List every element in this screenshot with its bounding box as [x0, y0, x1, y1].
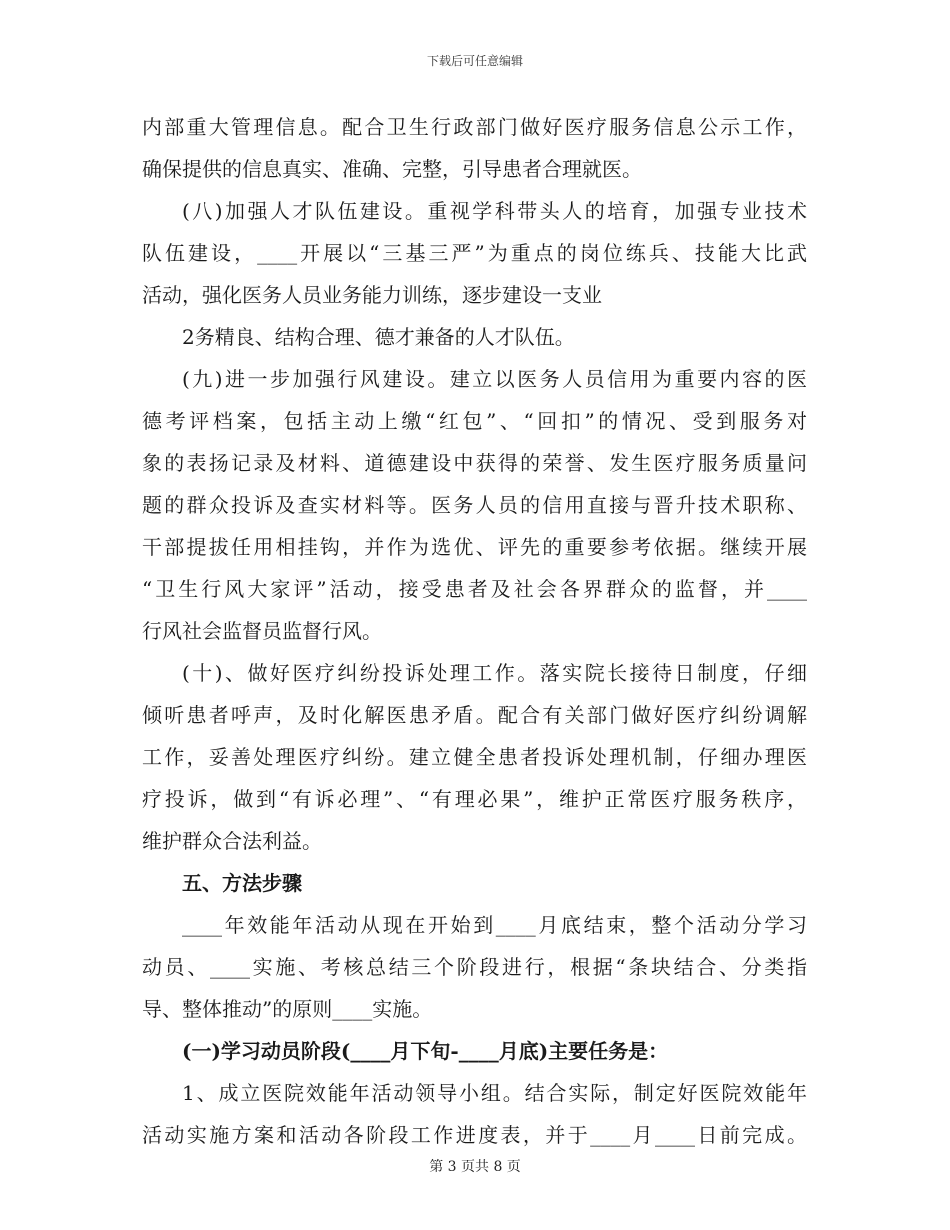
paragraph-line: 确保提供的信息真实、准确、完整，引导患者合理就医。 [142, 157, 642, 181]
page-footer: 第 3 页共 8 页 [429, 1159, 521, 1175]
paragraph-line: 活动实施方案和活动各阶段工作进度表，并于____月____日前完成。 [142, 1123, 807, 1147]
paragraph-line: 1、成立医院效能年活动领导小组。结合实际，制定好医院效能年 [182, 1081, 807, 1105]
paragraph-line: (十)、做好医疗纠纷投诉处理工作。落实院长接待日制度，仔细 [182, 661, 807, 685]
paragraph-line: “卫生行风大家评”活动，接受患者及社会各界群众的监督，并____ [142, 577, 807, 601]
paragraph-line: 题的群众投诉及查实材料等。医务人员的信用直接与晋升技术职称、 [142, 493, 807, 517]
document-body [142, 106, 807, 1156]
paragraph-line: 干部提拔任用相挂钩，并作为选优、评先的重要参考依据。继续开展 [142, 535, 807, 559]
paragraph-line: 倾听患者呼声，及时化解医患矛盾。配合有关部门做好医疗纠纷调解 [142, 703, 807, 727]
section-heading-line: 五、方法步骤 [182, 871, 302, 895]
paragraph-line: 行风社会监督员监督行风。 [142, 619, 382, 643]
paragraph-line: 德考评档案，包括主动上缴“红包”、“回扣”的情况、受到服务对 [142, 409, 807, 433]
paragraph-line: 导、整体推动”的原则____实施。 [142, 997, 433, 1021]
paragraph-line: 疗投诉，做到“有诉必理”、“有理必果”，维护正常医疗服务秩序， [142, 787, 807, 811]
paragraph-line: (八)加强人才队伍建设。重视学科带头人的培育，加强专业技术 [182, 199, 807, 223]
paragraph-line: 动员、____实施、考核总结三个阶段进行，根据“条块结合、分类指 [142, 955, 807, 979]
paragraph-line: 队伍建设，____开展以“三基三严”为重点的岗位练兵、技能大比武 [142, 241, 807, 265]
paragraph-line: 工作，妥善处理医疗纠纷。建立健全患者投诉处理机制，仔细办理医 [142, 745, 807, 769]
paragraph-line: 活动，强化医务人员业务能力训练，逐步建设一支业 [142, 283, 602, 307]
paragraph-line: ____年效能年活动从现在开始到____月底结束，整个活动分学习 [182, 913, 807, 937]
page-header: 下载后可任意编辑 [426, 54, 523, 68]
paragraph-line: 2务精良、结构合理、德才兼备的人才队伍。 [182, 325, 575, 349]
paragraph-line: 象的表扬记录及材料、道德建设中获得的荣誉、发生医疗服务质量问 [142, 451, 807, 475]
paragraph-line: 内部重大管理信息。配合卫生行政部门做好医疗服务信息公示工作， [142, 115, 807, 139]
paragraph-line: (九)进一步加强行风建设。建立以医务人员信用为重要内容的医 [182, 367, 807, 391]
section-heading-line: (一)学习动员阶段(____月下旬-____月底)主要任务是： [182, 1039, 669, 1063]
paragraph-line: 维护群众合法利益。 [142, 829, 322, 853]
